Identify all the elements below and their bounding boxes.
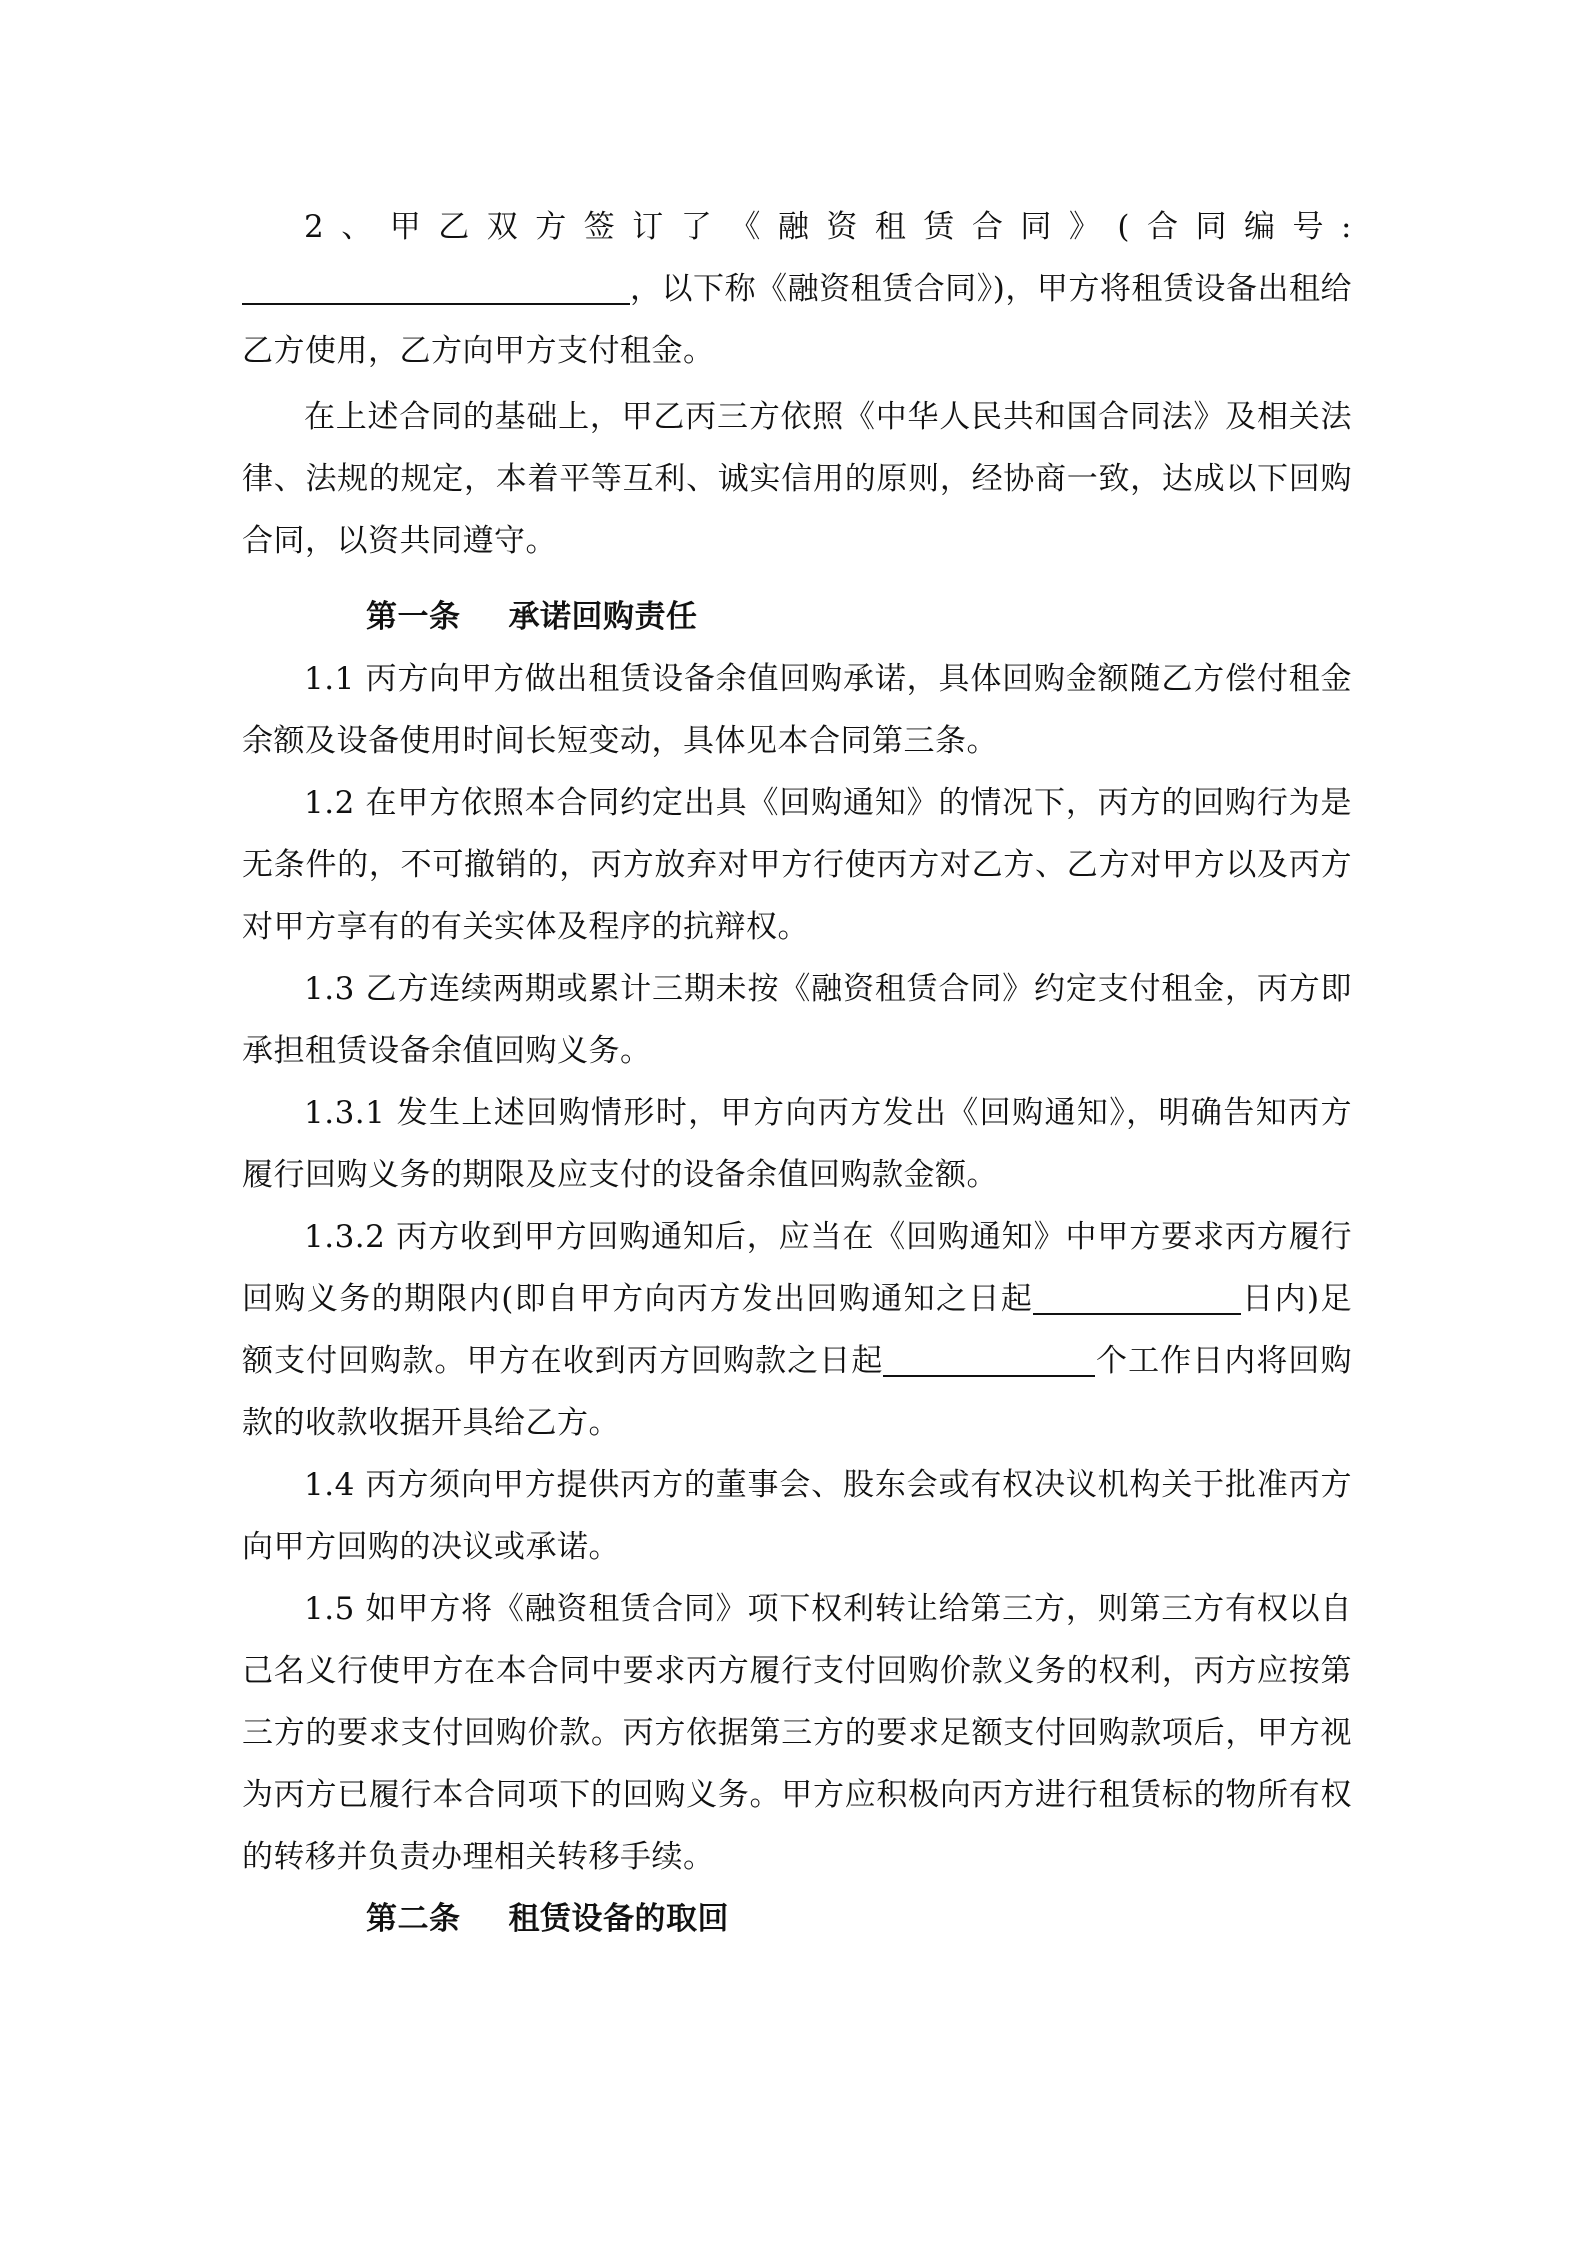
document-body — [242, 196, 1352, 1950]
clause-1-3-2-text-b: 日内)足额支付回购款。甲方在收到丙方回购款之日起 — [242, 1281, 1352, 1379]
article-1-heading — [242, 586, 1352, 648]
article-2-heading — [242, 1888, 1352, 1950]
clause-1-3-2 — [242, 1206, 1352, 1454]
clause-1-1: 1.1 丙方向甲方做出租赁设备余值回购承诺，具体回购金额随乙方偿付租金余额及设备使用时间长短变动，具体见本合同第三条。 — [242, 661, 1352, 759]
receipt-workdays-blank[interactable] — [883, 1341, 1095, 1377]
contract-number-blank[interactable] — [242, 269, 630, 305]
paragraph-basis: 在上述合同的基础上，甲乙丙三方依照《中华人民共和国合同法》及相关法律、法规的规定，本着平等互利、诚实信用的原则，经协商一致，达成以下回购合同，以资共同遵守。 — [242, 399, 1352, 559]
clause-1-4: 1.4 丙方须向甲方提供丙方的董事会、股东会或有权决议机构关于批准丙方向甲方回购的决议或承诺。 — [242, 1467, 1352, 1565]
article-1-number: 第一条 — [366, 599, 461, 635]
intro-2-text-b: ，以下称《融资租赁合同》)，甲方将租赁设备出租给乙方使用，乙方向甲方支付租金。 — [242, 271, 1352, 369]
clause-1-5: 1.5 如甲方将《融资租赁合同》项下权利转让给第三方，则第三方有权以自己名义行使甲方在本合同中要求丙方履行支付回购价款义务的权利，丙方应按第三方的要求支付回购价款。丙方依据第三方的要求足额支付回购款项后，甲方视为丙方已履行本合同项下的回购义务。甲方应积极向丙方进行租赁标的物所有权的转移并负责办理相关转移手续。 — [242, 1591, 1352, 1875]
article-1-title: 承诺回购责任 — [508, 599, 698, 635]
article-2-number: 第二条 — [366, 1901, 461, 1937]
clause-1-3: 1.3 乙方连续两期或累计三期未按《融资租赁合同》约定支付租金，丙方即承担租赁设备余值回购义务。 — [242, 971, 1352, 1069]
intro-2-text-a: 2、甲乙双方签订了《融资租赁合同》(合同编号: — [304, 209, 1352, 245]
article-2-title: 租赁设备的取回 — [508, 1901, 729, 1937]
clause-1-2: 1.2 在甲方依照本合同约定出具《回购通知》的情况下，丙方的回购行为是无条件的，不可撤销的，丙方放弃对甲方行使丙方对乙方、乙方对甲方以及丙方对甲方享有的有关实体及程序的抗辩权。 — [242, 785, 1352, 945]
clause-1-3-2-text-a: 1.3.2 丙方收到甲方回购通知后，应当在《回购通知》中甲方要求丙方履行回购义务的期限内(即自甲方向丙方发出回购通知之日起 — [242, 1219, 1352, 1317]
clause-1-3-1: 1.3.1 发生上述回购情形时，甲方向丙方发出《回购通知》，明确告知丙方履行回购义务的期限及应支付的设备余值回购款金额。 — [242, 1095, 1352, 1193]
paragraph-intro-2 — [242, 196, 1352, 382]
repurchase-days-blank[interactable] — [1033, 1279, 1241, 1315]
clause-1-3-2-text-c: 个工作日内将回购款的收款收据开具给乙方。 — [242, 1343, 1353, 1441]
